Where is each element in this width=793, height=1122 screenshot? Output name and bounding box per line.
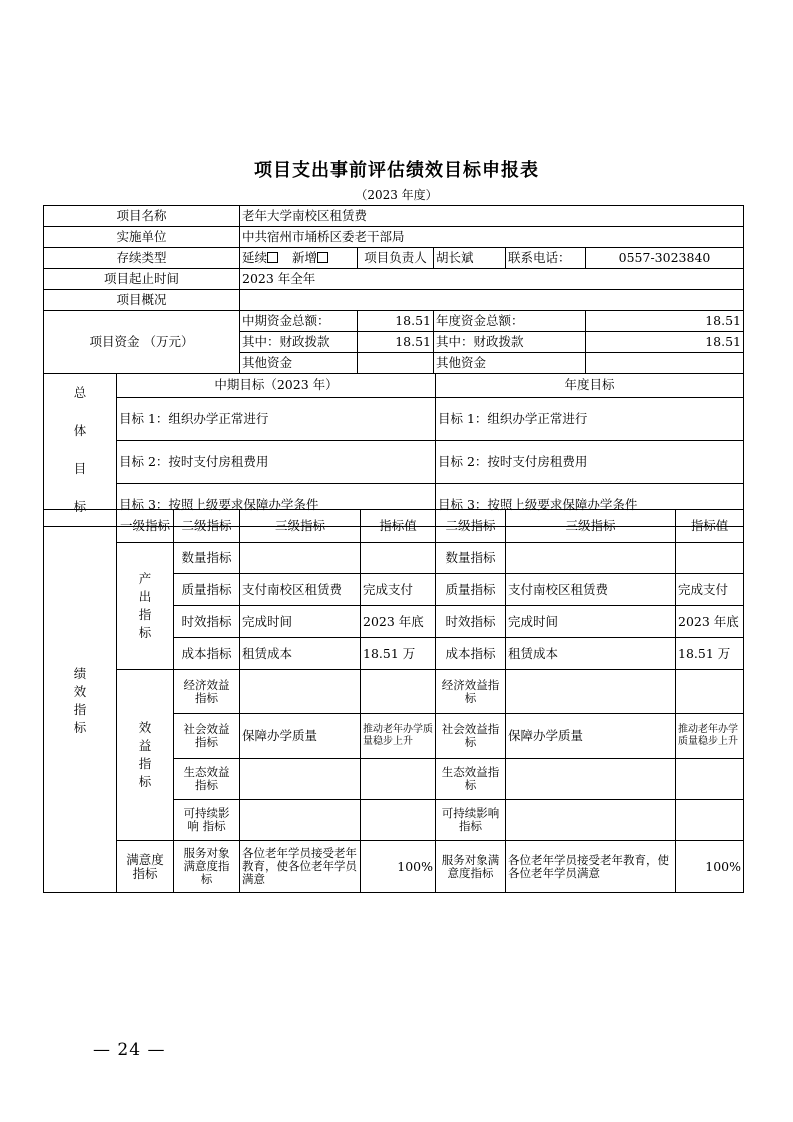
checkbox-continue[interactable] [267,252,278,263]
funds-label: 项目资金 （万元） [44,311,240,374]
year-goal-header: 年度目标 [436,374,744,398]
satisfaction-l3a: 各位老年学员接受老年教育，使各位老年学员满意 [240,841,361,893]
satisfaction-l3b: 各位老年学员接受老年教育，使各位老年学员满意 [506,841,676,893]
year-goal-2: 目标 2：按时支付房租费用 [436,440,744,483]
benefit-l2b: 经济效益指标 [436,670,506,714]
output-l2b: 质量指标 [436,574,506,606]
indicators-side-label [44,510,117,893]
benefit-vb [676,670,744,714]
benefit-l3a [240,759,361,800]
type-continue-label: 延续 [242,250,268,265]
benefit-l2: 社会效益指标 [174,714,240,759]
benefit-label-text: 效益指标 [138,720,152,789]
benefit-va [361,800,436,841]
year-goal-3: 目标 3：按照上级要求保障办学条件 [436,483,744,526]
output-l3a: 支付南校区租赁费 [240,574,361,606]
output-l2: 时效指标 [174,606,240,638]
project-name-label: 项目名称 [44,206,240,227]
unit-value: 中共宿州市埇桥区委老干部局 [240,227,744,248]
header-l1: 一级指标 [117,510,174,543]
output-l3b [506,543,676,574]
header-l2b: 二级指标 [436,510,506,543]
benefit-l2b: 生态效益指标 [436,759,506,800]
benefit-l3a: 保障办学质量 [240,714,361,759]
unit-label: 实施单位 [44,227,240,248]
project-info-table [43,205,744,374]
goals-side-char: 体 [73,423,87,438]
year-total-label: 年度资金总额： [434,311,586,332]
output-l3a [240,543,361,574]
benefit-l2: 可持续影响 指标 [174,800,240,841]
header-l3: 三级指标 [240,510,361,543]
mid-goal-2: 目标 2：按时支付房租费用 [117,440,436,483]
checkbox-new[interactable] [317,252,328,263]
header-l3b: 三级指标 [506,510,676,543]
mid-total-label: 中期资金总额： [240,311,358,332]
output-l2: 质量指标 [174,574,240,606]
period-value: 2023 年全年 [240,269,744,290]
benefit-l2: 经济效益指标 [174,670,240,714]
satisfaction-l2: 服务对象满意度指标 [174,841,240,893]
output-vb: 2023 年底 [676,606,744,638]
satisfaction-label: 满意度指标 [117,841,174,893]
overview-value [240,290,744,311]
mid-goal-header: 中期目标（2023 年） [117,374,436,398]
output-vb: 18.51 万 [676,638,744,670]
benefit-va [361,759,436,800]
indicators-side-text: 绩效指标 [73,666,87,735]
goals-side-char: 总 [73,385,87,400]
benefit-vb [676,800,744,841]
benefit-l3b [506,670,676,714]
goals-side-char: 目 [73,461,87,476]
year-total-value: 18.51 [586,311,744,332]
output-l3b: 完成时间 [506,606,676,638]
phone-label: 联系电话： [506,248,586,269]
output-l2b: 时效指标 [436,606,506,638]
page-number: — 24 — [93,1040,166,1060]
satisfaction-vb: 100% [676,841,744,893]
benefit-l3b [506,800,676,841]
output-va: 完成支付 [361,574,436,606]
form-title: 项目支出事前评估绩效目标申报表 [254,160,539,181]
output-vb: 完成支付 [676,574,744,606]
period-label: 项目起止时间 [44,269,240,290]
output-l2: 数量指标 [174,543,240,574]
output-l2b: 成本指标 [436,638,506,670]
year-other-value [586,353,744,374]
year-fin-value: 18.51 [586,332,744,353]
benefit-l3a [240,670,361,714]
benefit-l3b: 保障办学质量 [506,714,676,759]
mid-goal-1: 目标 1：组织办学正常进行 [117,397,436,440]
output-l3b: 支付南校区租赁费 [506,574,676,606]
mid-other-label: 其他资金 [240,353,358,374]
project-name-value: 老年大学南校区租赁费 [240,206,744,227]
satisfaction-l2b: 服务对象满意度指标 [436,841,506,893]
output-vb [676,543,744,574]
benefit-va: 推动老年办学质量稳步上升 [361,714,436,759]
year-other-label: 其他资金 [434,353,586,374]
overview-label: 项目概况 [44,290,240,311]
benefit-l3a [240,800,361,841]
output-l3a: 租赁成本 [240,638,361,670]
mid-fin-label: 其中：财政拨款 [240,332,358,353]
mid-other-value [358,353,434,374]
phone-value: 0557-3023840 [586,248,744,269]
output-va: 2023 年底 [361,606,436,638]
benefit-l3b [506,759,676,800]
mid-fin-value: 18.51 [358,332,434,353]
goals-side-label [44,374,117,527]
benefit-l2b: 可持续影响指标 [436,800,506,841]
output-label [117,543,174,670]
benefit-vb [676,759,744,800]
goals-table [43,373,744,527]
owner-value: 胡长斌 [434,248,506,269]
type-new-label: 新增 [292,250,318,265]
output-va: 18.51 万 [361,638,436,670]
type-options [240,248,358,269]
benefit-label [117,670,174,841]
satisfaction-va: 100% [361,841,436,893]
output-label-text: 产出指标 [138,571,152,640]
owner-label: 项目负责人 [358,248,434,269]
header-valb: 指标值 [676,510,744,543]
benefit-l2: 生态效益指标 [174,759,240,800]
benefit-vb: 推动老年办学质量稳步上升 [676,714,744,759]
header-l2: 二级指标 [174,510,240,543]
output-va [361,543,436,574]
benefit-l2b: 社会效益指标 [436,714,506,759]
mid-total-value: 18.51 [358,311,434,332]
output-l2: 成本指标 [174,638,240,670]
year-goal-1: 目标 1：组织办学正常进行 [436,397,744,440]
mid-goal-3: 目标 3：按照上级要求保障办学条件 [117,483,436,526]
type-label: 存续类型 [44,248,240,269]
benefit-va [361,670,436,714]
indicators-table [43,509,744,893]
goals-side-char: 标 [73,499,87,514]
form-year: （2023 年度） [355,188,438,202]
output-l3b: 租赁成本 [506,638,676,670]
header-val: 指标值 [361,510,436,543]
year-fin-label: 其中：财政拨款 [434,332,586,353]
output-l3a: 完成时间 [240,606,361,638]
output-l2b: 数量指标 [436,543,506,574]
